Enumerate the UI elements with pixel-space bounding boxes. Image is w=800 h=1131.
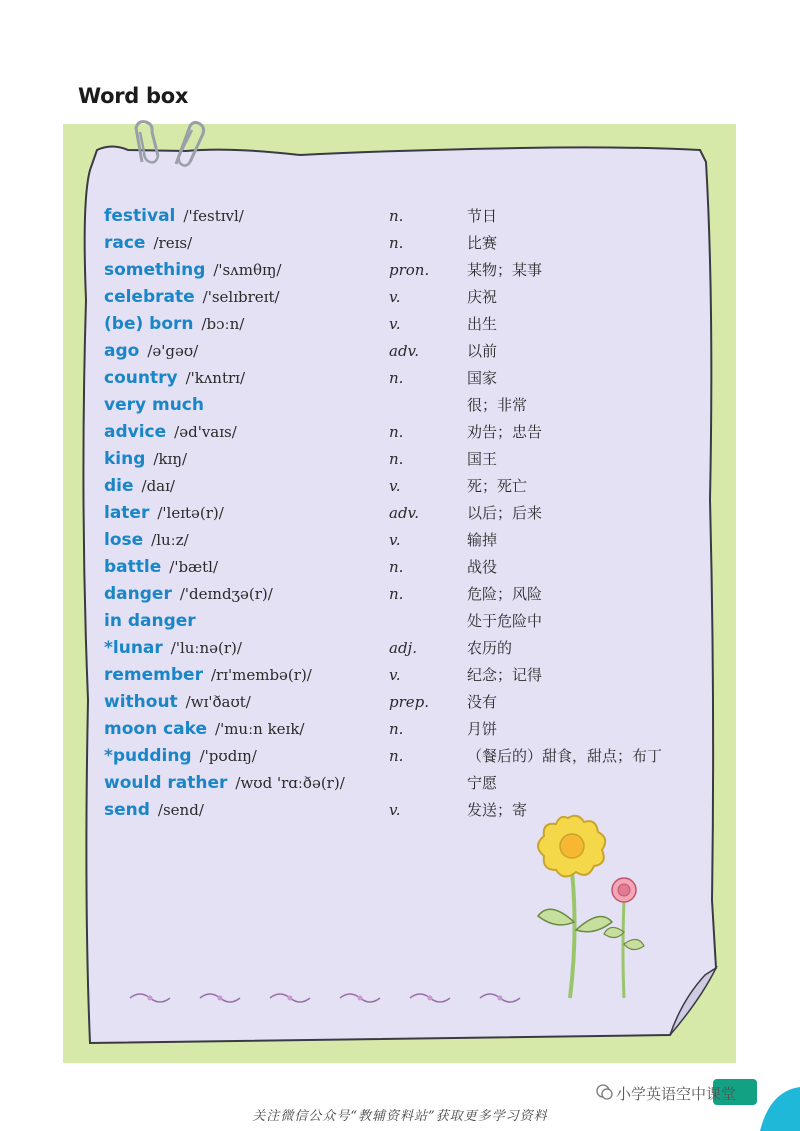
word: celebrate [104,287,195,307]
word: would rather [104,773,228,793]
list-item [0,743,800,770]
word: very much [104,395,204,415]
leaf [604,927,624,937]
meaning: 劝告；忠告 [467,423,543,441]
list-item [0,770,800,797]
list-item [0,797,800,824]
phonetic: /ə'gəʊ/ [147,342,199,360]
meaning: 国家 [467,369,498,387]
meaning: 很；非常 [467,396,528,414]
leaf [538,909,574,925]
list-item [0,608,800,635]
part-of-speech: adv. [389,504,420,522]
list-item [0,392,800,419]
phonetic: /'deɪndʒə(r)/ [179,585,273,603]
part-of-speech: v. [389,477,401,495]
phonetic: /bɔːn/ [201,315,245,333]
list-item [0,554,800,581]
list-item [0,689,800,716]
part-of-speech: n. [389,207,404,225]
meaning: 没有 [467,693,498,711]
part-of-speech: n. [389,585,404,603]
word: in danger [104,611,196,631]
yellow-flower-icon [538,816,605,877]
list-item [0,473,800,500]
word: ago [104,341,140,361]
meaning: 以前 [467,342,498,360]
meaning: 比赛 [467,234,498,252]
part-of-speech: v. [389,666,401,684]
phonetic: /daɪ/ [141,477,175,495]
word: danger [104,584,172,604]
phonetic: /'festɪvl/ [183,207,244,225]
meaning: 处于危险中 [467,612,543,630]
page-title: Word box [78,84,189,108]
list-item [0,311,800,338]
list-item [0,581,800,608]
footer-note: 关注微信公众号“教辅资料站”获取更多学习资料 [252,1109,548,1124]
word: moon cake [104,719,208,739]
part-of-speech: prep. [389,693,430,711]
flower-stem [570,872,575,998]
phonetic: /luːz/ [151,531,189,549]
wechat-icon [596,1083,614,1101]
meaning: 死；死亡 [467,477,528,495]
part-of-speech: v. [389,288,401,306]
word: (be) born [104,314,194,334]
phonetic: /'muːn keɪk/ [215,720,305,738]
word: king [104,449,146,469]
flower-stem [623,900,624,998]
word: race [104,233,146,253]
leaf [624,939,644,949]
word: send [104,800,150,820]
list-item [0,284,800,311]
meaning: （餐后的）甜食，甜点；布丁 [467,747,663,765]
part-of-speech: v. [389,315,401,333]
phonetic: /'luːnə(r)/ [170,639,242,657]
phonetic: /'leɪtə(r)/ [157,504,224,522]
watermark-text: 小学英语空中课堂 [616,1085,737,1103]
phonetic: /kɪŋ/ [153,450,188,468]
part-of-speech: n. [389,234,404,252]
part-of-speech: n. [389,720,404,738]
part-of-speech: n. [389,558,404,576]
meaning: 战役 [467,558,498,576]
meaning: 出生 [467,315,498,333]
part-of-speech: v. [389,531,401,549]
word: later [104,503,150,523]
phonetic: /send/ [157,801,204,819]
list-item [0,635,800,662]
part-of-speech: v. [389,801,401,819]
phonetic: /'bætl/ [169,558,219,576]
meaning: 发送；寄 [467,801,528,819]
word: *pudding [104,746,192,766]
word: advice [104,422,167,442]
part-of-speech: adv. [389,342,420,360]
part-of-speech: pron. [389,261,430,279]
list-item [0,365,800,392]
phonetic: /'kʌntrɪ/ [185,369,246,387]
list-item [0,500,800,527]
word: country [104,368,178,388]
phonetic: /rɪ'membə(r)/ [210,666,312,684]
part-of-speech: n. [389,369,404,387]
flowers-illustration [520,812,670,1002]
meaning: 输掉 [467,531,498,549]
phonetic: /əd'vaɪs/ [174,423,237,441]
phonetic: /'selɪbreɪt/ [202,288,280,306]
word: *lunar [104,638,163,658]
word: something [104,260,206,280]
list-item [0,203,800,230]
list-item [0,338,800,365]
part-of-speech: n. [389,423,404,441]
phonetic: /'sʌmθɪŋ/ [213,261,282,279]
meaning: 危险；风险 [467,585,543,603]
meaning: 宁愿 [467,774,498,792]
list-item [0,419,800,446]
decorative-border-icon [120,988,540,1008]
part-of-speech: adj. [389,639,417,657]
meaning: 月饼 [467,720,498,738]
phonetic: /reɪs/ [153,234,193,252]
meaning: 国王 [467,450,498,468]
word: die [104,476,134,496]
word: festival [104,206,176,226]
meaning: 节日 [467,207,498,225]
list-item [0,527,800,554]
pink-flower-icon [612,878,636,902]
word: lose [104,530,144,550]
phonetic: /'pʊdɪŋ/ [199,747,257,765]
meaning: 以后；后来 [467,504,543,522]
word: without [104,692,178,712]
list-item [0,257,800,284]
meaning: 某物；某事 [467,261,543,279]
phonetic: /wʊd 'rɑːðə(r)/ [235,774,345,792]
meaning: 农历的 [467,639,513,657]
list-item [0,716,800,743]
part-of-speech: n. [389,450,404,468]
phonetic: /wɪ'ðaʊt/ [185,693,251,711]
list-item [0,230,800,257]
part-of-speech: n. [389,747,404,765]
meaning: 纪念；记得 [467,666,543,684]
list-item [0,662,800,689]
word: remember [104,665,203,685]
word: battle [104,557,162,577]
meaning: 庆祝 [467,288,498,306]
list-item [0,446,800,473]
